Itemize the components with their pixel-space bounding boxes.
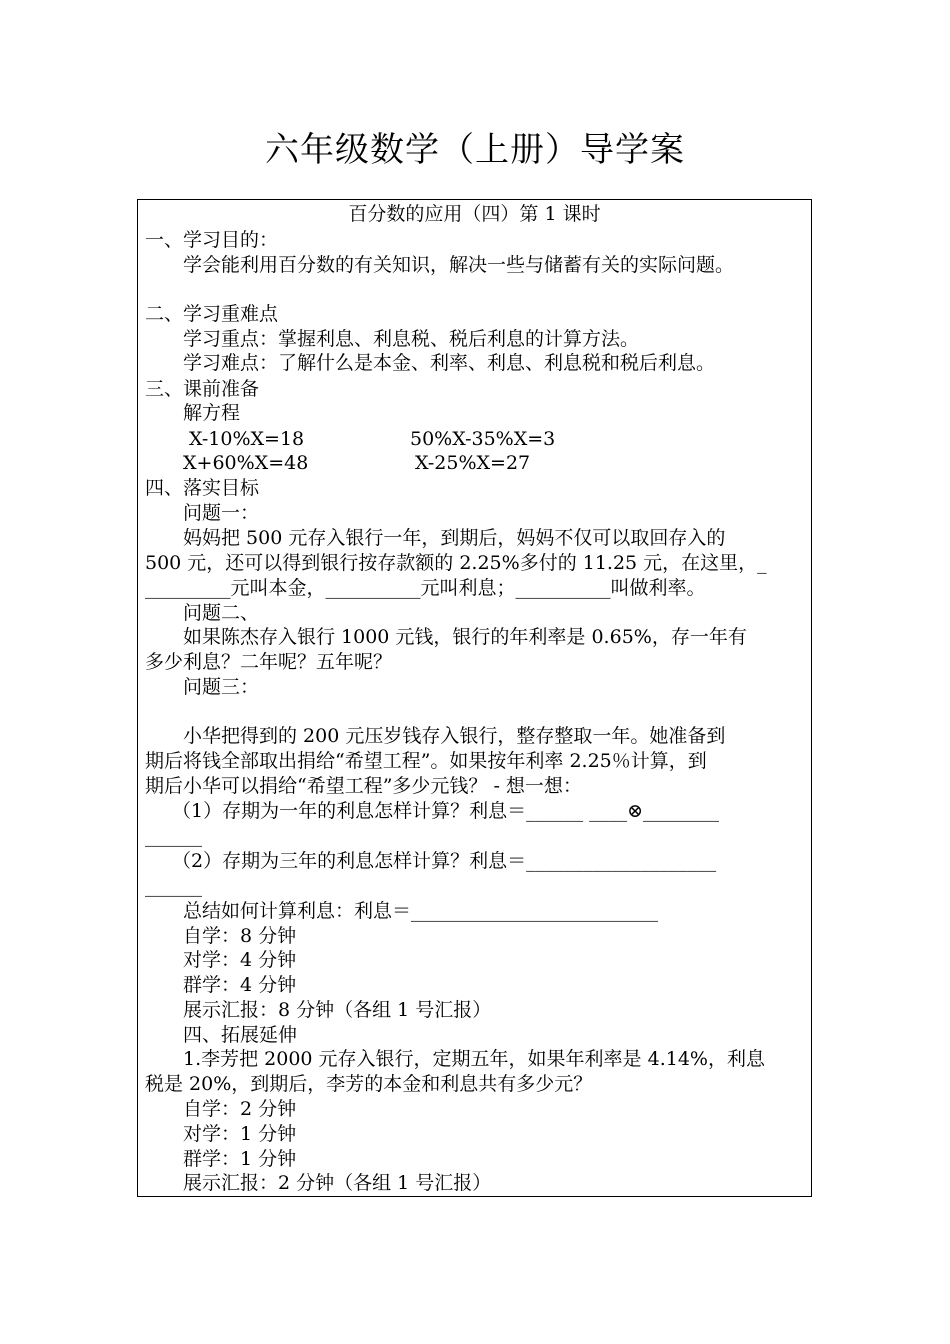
- key-points-text: 学习重点：掌握利息、利息税、税后利息的计算方法。: [183, 328, 640, 350]
- solve-equations-label: 解方程: [183, 402, 241, 424]
- time-group-study: 群学：4 分钟: [183, 974, 297, 996]
- time-self-study: 自学：8 分钟: [183, 925, 297, 947]
- time-report: 展示汇报：8 分钟（各组 1 号汇报）: [183, 999, 492, 1021]
- question-2-label: 问题二、: [183, 602, 260, 624]
- think-1-line-2: ______: [145, 825, 202, 847]
- extension-time-self-study: 自学：2 分钟: [183, 1098, 297, 1120]
- extension-time-group-study: 群学：1 分钟: [183, 1148, 297, 1170]
- question-3-label: 问题三：: [183, 676, 260, 698]
- question-1-line-1: 妈妈把 500 元存入银行一年，到期后，妈妈不仅可以取回存入的: [183, 527, 726, 549]
- think-1-line-1: （1）存期为一年的利息怎样计算？利息＝______ ____⊗________: [172, 800, 720, 822]
- extension-time-report: 展示汇报：2 分钟（各组 1 号汇报）: [183, 1172, 492, 1194]
- extension-time-pair-study: 对学：1 分钟: [183, 1123, 297, 1145]
- question-2-line-1: 如果陈杰存入银行 1000 元钱，银行的年利率是 0.65%，存一年有: [183, 626, 747, 648]
- equation-1: X-10%X=18: [189, 428, 305, 450]
- question-1-label: 问题一：: [183, 502, 260, 524]
- question-1-line-2: 500 元，还可以得到银行按存款额的 2.25%多付的 11.25 元，在这里，_: [145, 552, 767, 574]
- section-3-heading: 三、课前准备: [145, 378, 260, 400]
- learning-goal-text: 学会能利用百分数的有关知识，解决一些与储蓄有关的实际问题。: [183, 254, 735, 276]
- question-1-line-3: _________元叫本金，__________元叫利息；__________叫做利率。: [145, 577, 706, 599]
- page-title: 六年级数学（上册）导学案: [265, 130, 685, 170]
- question-3-line-2: 期后将钱全部取出捐给“希望工程”。如果按年利率 2.25％计算，到: [145, 750, 707, 772]
- extension-problem-line-2: 税是 20%，到期后，李芳的本金和利息共有多少元？: [145, 1073, 593, 1095]
- section-5-heading: 四、拓展延伸: [183, 1024, 298, 1046]
- equation-3: X+60%X=48: [183, 452, 309, 474]
- think-2-line-1: （2）存期为三年的利息怎样计算？利息＝____________________: [172, 850, 717, 872]
- time-pair-study: 对学：4 分钟: [183, 949, 297, 971]
- question-2-line-2: 多少利息？二年呢？五年呢？: [145, 651, 393, 673]
- section-2-heading: 二、学习重难点: [145, 303, 279, 325]
- summary-interest-formula: 总结如何计算利息：利息＝__________________________: [183, 900, 659, 922]
- section-1-heading: 一、学习目的：: [145, 229, 279, 251]
- question-3-line-3: 期后小华可以捐给“希望工程”多少元钱？ - 想一想：: [145, 775, 582, 797]
- equation-4: X-25%X=27: [415, 452, 531, 474]
- lesson-title: 百分数的应用（四）第 1 课时: [348, 203, 601, 225]
- section-4-heading: 四、落实目标: [145, 477, 260, 499]
- difficult-points-text: 学习难点：了解什么是本金、利率、利息、利息税和税后利息。: [183, 352, 716, 374]
- question-3-line-1: 小华把得到的 200 元压岁钱存入银行，整存整取一年。她准备到: [183, 725, 726, 747]
- equation-2: 50%X-35%X=3: [410, 428, 556, 450]
- extension-problem-line-1: 1.李芳把 2000 元存入银行，定期五年，如果年利率是 4.14%，利息: [183, 1048, 765, 1070]
- think-2-line-2: ______: [145, 875, 202, 897]
